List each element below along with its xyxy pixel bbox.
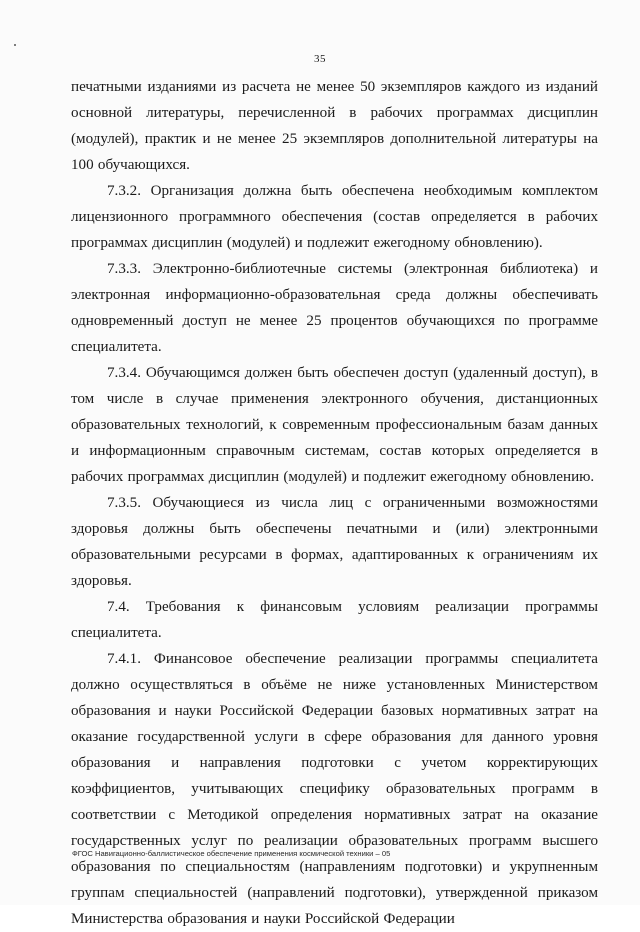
paragraph-7-3-4: 7.3.4. Обучающимся должен быть обеспечен доступ (удаленный доступ), в том числе в случае применения электронного обучения, дистанционных образовательных технологий, к современным профессиональным базам данных и информационным справочным системам, состав которых определяется в рабочих программах дисциплин (модулей) и подлежит ежегодному обновлению. [71,365,598,485]
scan-speck [14,44,16,46]
paragraph-continuation: печатными изданиями из расчета не менее 50 экземпляров каждого из изданий основной литературы, перечисленной в рабочих программах дисциплин (модулей), практик и не менее 25 экземпляров дополнительной литературы на 100 обучающихся. [71,79,598,173]
paragraph-7-3-2: 7.3.2. Организация должна быть обеспечена необходимым комплектом лицензионного программного обеспечения (состав определяется в рабочих программах дисциплин (модулей) и подлежит ежегодному обновлению). [71,183,598,251]
paragraph-7-3-3: 7.3.3. Электронно-библиотечные системы (электронная библиотека) и электронная информационно-образовательная среда должны обеспечивать одновременный доступ не менее 25 процентов обучающихся по программе специалитета. [71,261,598,355]
page-number: 35 [314,53,326,65]
paragraph-7-4: 7.4. Требования к финансовым условиям реализации программы специалитета. [71,599,598,641]
paragraph-7-3-5: 7.3.5. Обучающиеся из числа лиц с ограниченными возможностями здоровья должны быть обеспечены печатными и (или) электронными образовательными ресурсами в формах, адаптированных к ограничениям их здоровья. [71,495,598,589]
page-footer: ФГОС Навигационно-баллистическое обеспечение применения космической техники – 05 [72,849,391,858]
document-body [71,74,598,932]
paragraph-7-4-1: 7.4.1. Финансовое обеспечение реализации программы специалитета должно осуществляться в объёме не ниже установленных Министерством образования и науки Российской Федерации базовых нормативных затрат на оказание государственной услуги в сфере образования для данного уровня образования и направления подготовки с учетом корректирующих коэффициентов, учитывающих специфику образовательных программ в соответствии с Методикой определения нормативных затрат на оказание государственных услуг по реализации образовательных программ высшего образования по специальностям (направлениям подготовки) и укрупненным группам специальностей (направлений подготовки), утвержденной приказом Министерства образования и науки Российской Федерации [71,651,598,927]
